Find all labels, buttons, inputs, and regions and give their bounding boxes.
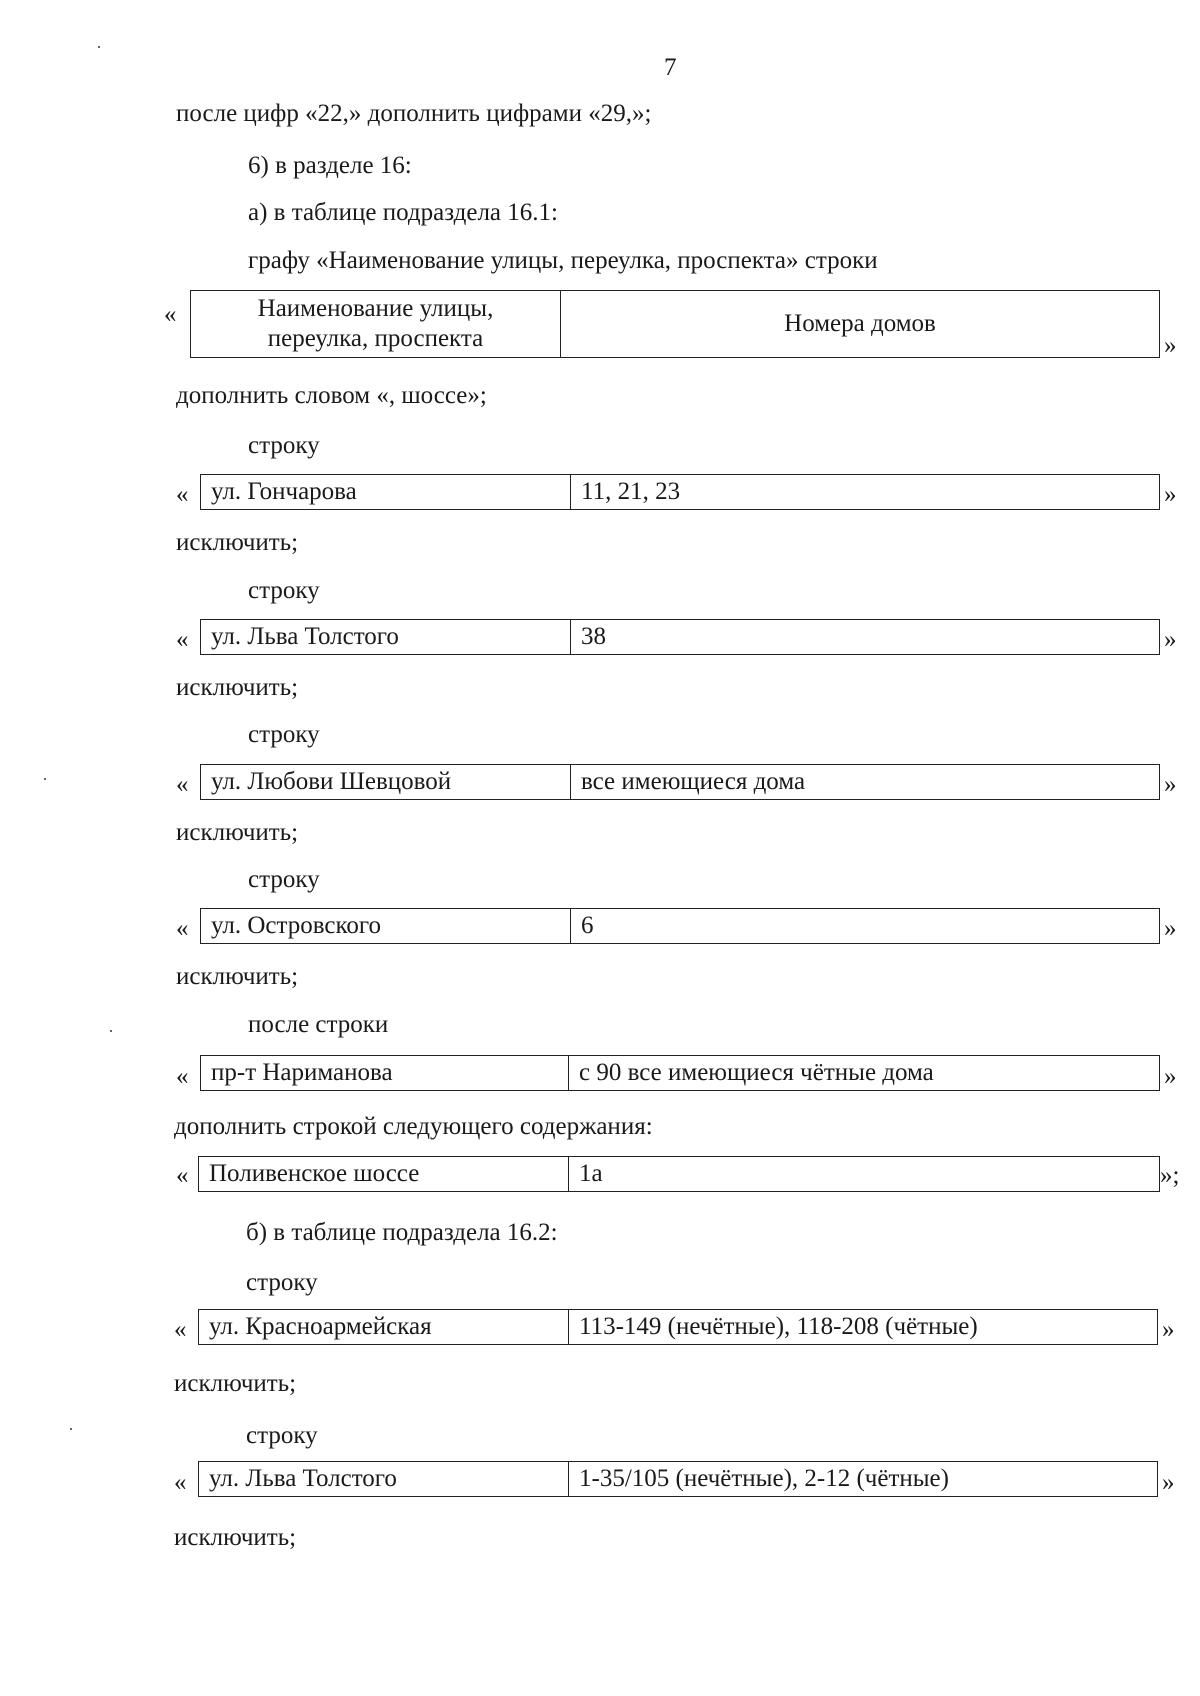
paragraph-line: дополнить строкой следующего содержания: [174,1113,653,1140]
paragraph-line: исключить; [176,529,299,556]
paragraph-line: исключить; [174,1524,297,1551]
paragraph-line: исключить; [176,674,299,701]
paragraph-line: строку [248,577,320,604]
close-quote: » [1162,1316,1175,1343]
street-cell: ул. Льва Толстого [201,620,571,654]
open-quote: « [176,1162,189,1189]
open-quote: « [176,481,189,508]
close-quote: » [1164,915,1177,942]
houses-cell: с 90 все имеющиеся чётные дома [579,1059,934,1086]
open-quote: « [176,915,189,942]
scan-speck [70,1428,72,1430]
open-quote: « [176,1063,189,1090]
street-cell: ул. Любови Шевцовой [201,765,571,799]
paragraph-line: строку [248,432,320,459]
street-cell: ул. Красноармейская [199,1310,569,1344]
street-cell: ул. Гончарова [201,475,571,509]
houses-cell: все имеющиеся дома [581,768,806,795]
close-quote: » [1164,1063,1177,1090]
paragraph-line: строку [248,721,320,748]
paragraph-line: строку [246,1422,318,1449]
open-quote: « [174,1469,187,1496]
close-quote: » [1164,481,1177,508]
header-col-houses: Номера домов [784,310,936,337]
close-quote: » [1164,626,1177,653]
paragraph-line: после цифр «22,» дополнить цифрами «29,»; [176,100,652,127]
houses-cell: 113-149 (нечётные), 118-208 (чётные) [579,1313,978,1340]
table-row [200,764,1160,800]
open-quote: « [174,1316,187,1343]
paragraph-line: исключить; [176,819,299,846]
houses-cell: 1а [579,1160,603,1187]
open-quote: « [164,301,177,328]
paragraph-line: строку [246,1269,318,1296]
header-col-street-line2: переулка, проспекта [267,325,484,352]
street-cell: ул. Льва Толстого [199,1462,569,1496]
street-cell: пр-т Нариманова [201,1056,569,1090]
paragraph-line: графу «Наименование улицы, переулка, проспекта» строки [248,247,878,274]
paragraph-line: после строки [248,1011,389,1038]
close-quote: » [1164,332,1177,359]
street-cell: Поливенское шоссе [199,1157,569,1191]
houses-cell: 38 [581,623,606,650]
paragraph-line: дополнить словом «, шоссе»; [176,382,487,409]
close-quote: » [1162,1469,1175,1496]
close-quote: » [1164,771,1177,798]
table-row [198,1461,1158,1497]
table-row [198,1156,1160,1192]
houses-cell: 6 [581,912,594,939]
header-table [190,290,1160,358]
table-row [198,1309,1158,1345]
table-row [200,1055,1160,1091]
houses-cell: 11, 21, 23 [581,478,681,505]
table-row [200,908,1160,944]
street-cell: ул. Островского [201,909,571,943]
open-quote: « [176,771,189,798]
scan-speck [98,46,100,48]
close-quote: »; [1160,1162,1180,1189]
paragraph-line: а) в таблице подраздела 16.1: [248,199,558,226]
open-quote: « [176,626,189,653]
scan-speck [44,778,46,780]
paragraph-line: строку [248,866,320,893]
paragraph-line: б) в таблице подраздела 16.2: [246,1219,558,1246]
table-row [200,474,1160,510]
paragraph-line: исключить; [174,1370,297,1397]
paragraph-line: 6) в разделе 16: [248,152,412,179]
table-row [200,619,1160,655]
page-number: 7 [664,54,677,81]
header-col-street-line1: Наименование улицы, [257,295,494,322]
paragraph-line: исключить; [176,963,299,990]
header-col-street [191,291,561,357]
houses-cell: 1-35/105 (нечётные), 2-12 (чётные) [579,1465,949,1492]
scan-speck [110,1030,112,1032]
